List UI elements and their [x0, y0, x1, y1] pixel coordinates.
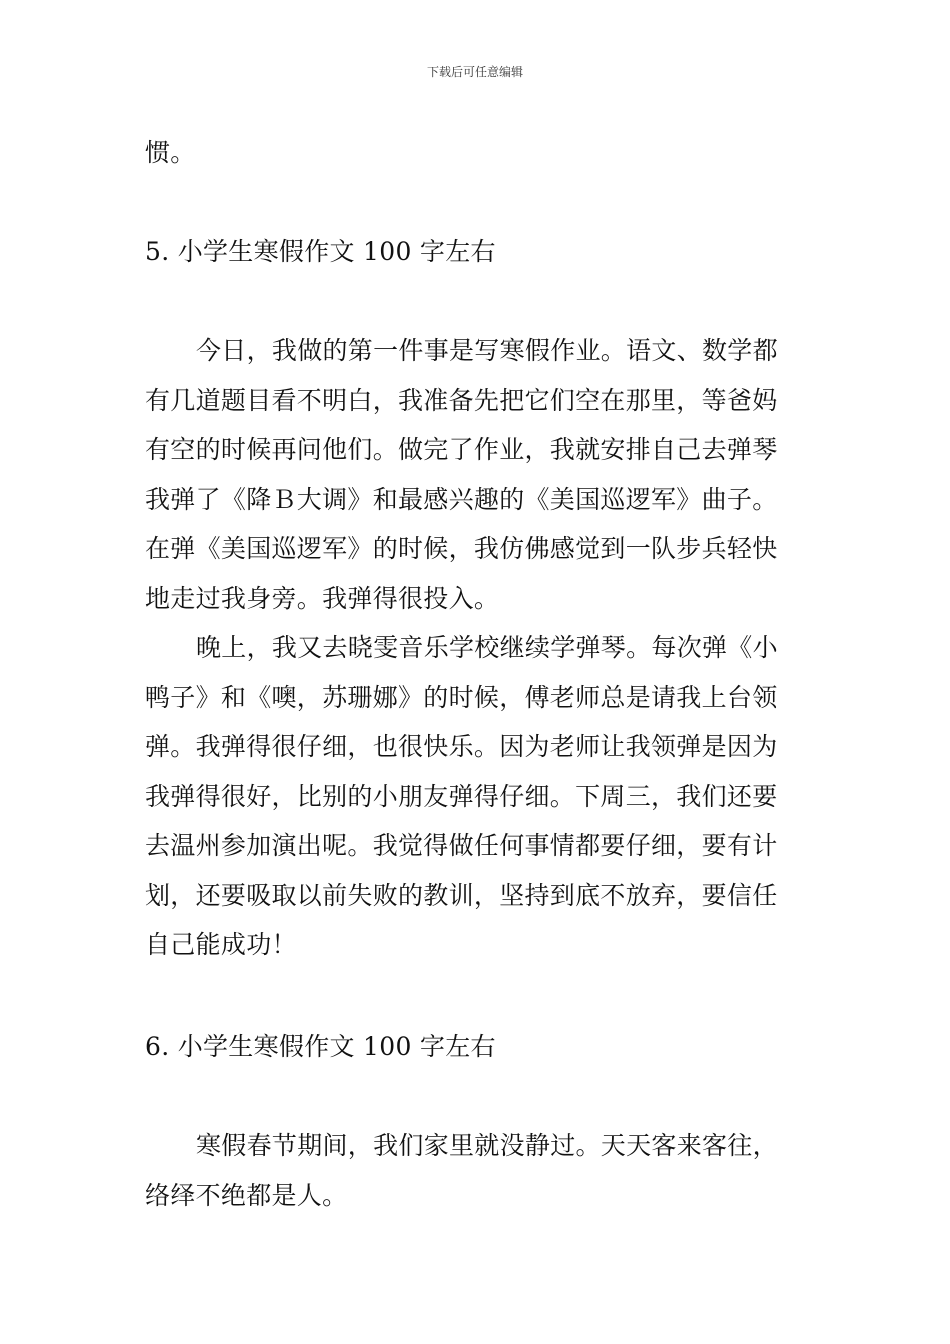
text-line: 地走过我身旁。我弹得很投入。 — [145, 583, 500, 613]
text-line: 络绎不绝都是人。 — [145, 1180, 348, 1210]
text-line: 有几道题目看不明白，我准备先把它们空在那里，等爸妈 — [145, 385, 778, 415]
essay-6-paragraph-1 — [145, 1121, 810, 1220]
text-line: 今日，我做的第一件事是写寒假作业。语文、数学都 — [196, 336, 778, 365]
essay-5-paragraph-1 — [145, 326, 810, 623]
text-line: 自己能成功！ — [145, 930, 297, 959]
page-header: 下载后可任意编辑 — [426, 65, 523, 79]
text-line: 鸭子》和《噢，苏珊娜》的时候，傅老师总是请我上台领 — [145, 682, 778, 712]
heading-text: 5. 小学生寒假作文 100 字左右 — [145, 237, 496, 266]
continuation-line — [145, 128, 810, 178]
text-line: 划，还要吸取以前失败的教训，坚持到底不放弃，要信任 — [145, 880, 778, 910]
essay-5-paragraph-2 — [145, 623, 810, 970]
text-line: 在弹《美国巡逻军》的时候，我仿佛感觉到一队步兵轻快 — [145, 534, 778, 563]
section-heading-5 — [145, 227, 810, 277]
heading-text: 6. 小学生寒假作文 100 字左右 — [145, 1032, 496, 1061]
text-line: 晚上，我又去晓雯音乐学校继续学弹琴。每次弹《小 — [196, 633, 778, 662]
text-line: 寒假春节期间，我们家里就没静过。天天客来客往， — [196, 1131, 778, 1160]
text-line: 我弹了《降Ｂ大调》和最感兴趣的《美国巡逻军》曲子。 — [145, 484, 778, 514]
text-line: 惯。 — [145, 138, 196, 167]
text-line: 弹。我弹得很仔细，也很快乐。因为老师让我领弹是因为 — [145, 732, 778, 761]
section-heading-6 — [145, 1022, 810, 1072]
text-line: 我弹得很好，比别的小朋友弹得仔细。下周三，我们还要 — [145, 781, 778, 811]
text-line: 有空的时候再问他们。做完了作业，我就安排自己去弹琴 — [145, 435, 778, 464]
text-line: 去温州参加演出呢。我觉得做任何事情都要仔细，要有计 — [145, 831, 778, 860]
